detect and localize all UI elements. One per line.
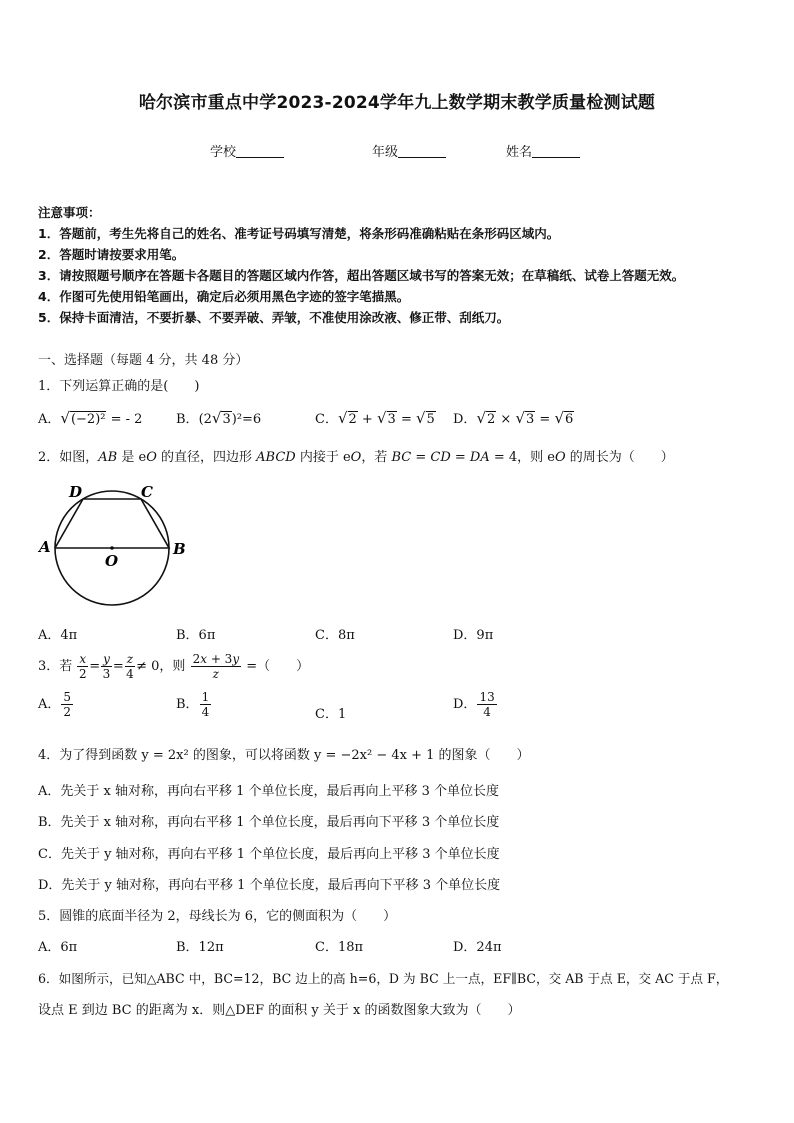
notice-item: 5．保持卡面清洁，不要折暴、不要弄破、弄皱，不准使用涂改液、修正带、刮纸刀。 (38, 310, 510, 325)
q5-option-c: C．18π (315, 940, 364, 955)
q5-option-a: A．6π (38, 940, 78, 955)
q5-option-d: D．24π (453, 940, 502, 955)
label-c: C (141, 483, 153, 501)
q1-option-b: B．(2√3)²=6 (176, 409, 262, 427)
q1-stem: 1．下列运算正确的是( ) (38, 379, 200, 394)
page-title: 哈尔滨市重点中学2023-2024学年九上数学期末教学质量检测试题 (138, 93, 656, 113)
q4-option-b: B．先关于 x 轴对称，再向右平移 1 个单位长度，最后再向下平移 3 个单位长度 (38, 815, 500, 830)
label-o: O (105, 552, 119, 570)
q5-option-b: B．12π (176, 940, 224, 955)
school-blank[interactable] (236, 144, 284, 158)
q3-option-b: B． $\frac{1}{4}$ (176, 690, 210, 719)
notice-item: 2．答题时请按要求用笔。 (38, 247, 185, 262)
q3-option-d: D． $\frac{13}{4}$ (453, 690, 495, 719)
q2-option-c: C．8π (315, 628, 355, 643)
school-label: 学校 (210, 145, 237, 160)
q4-option-d: D．先关于 y 轴对称，再向右平移 1 个单位长度，最后再向下平移 3 个单位长度 (38, 878, 501, 893)
notice-item: 3．请按照题号顺序在答题卡各题目的答题区域内作答，超出答题区域书写的答案无效；在草稿纸、试卷上答题无效。 (38, 268, 685, 283)
q1-option-c: C．√2 + √3 = √5 (315, 409, 435, 427)
q2-option-a: A．4π (38, 628, 78, 643)
q3-option-a: A． $\frac{5}{2}$ (38, 690, 72, 719)
grade-blank[interactable] (398, 144, 446, 158)
q6-stem-line1: 6．如图所示，已知△ABC 中，BC=12，BC 边上的高 h=6，D 为 BC 上一点，EF∥BC，交 AB 于点 E，交 AC 于点 F， (38, 971, 729, 986)
notice-item: 1．答题前，考生先将自己的姓名、准考证号码填写清楚，将条形码准确粘贴在条形码区域内。 (38, 226, 560, 241)
q4-option-c: C．先关于 y 轴对称，再向右平移 1 个单位长度，最后再向上平移 3 个单位长度 (38, 847, 500, 862)
name-field[interactable] (506, 141, 580, 160)
center-point (110, 546, 114, 550)
q4-stem: 4．为了得到函数 y = 2x² 的图象，可以将函数 y = −2x² − 4x + 1 的图象（ ） (38, 748, 530, 763)
q1-option-d: D．√2 × √3 = √6 (453, 409, 574, 427)
notice-item: 4．作图可先使用铅笔画出，确定后必须用黑色字迹的签字笔描黑。 (38, 289, 410, 304)
q2-stem: 2．如图，AB 是 eO 的直径，四边形 ABCD 内接于 eO，若 BC = CD = DA = 4，则 eO 的周长为（ ） (38, 450, 674, 465)
name-blank[interactable] (532, 144, 580, 158)
q1-option-a: A．√(−2)² = - 2 (38, 409, 143, 427)
q2-option-d: D．9π (453, 628, 494, 643)
name-label: 姓名 (506, 145, 533, 160)
grade-label: 年级 (372, 145, 399, 160)
q4-option-a: A．先关于 x 轴对称，再向右平移 1 个单位长度，最后再向上平移 3 个单位长度 (38, 784, 500, 799)
q3-option-c: C．1 (315, 707, 347, 722)
label-a: A (39, 538, 51, 556)
q5-stem: 5．圆锥的底面半径为 2，母线长为 6，它的侧面积为（ ） (38, 909, 397, 924)
grade-field[interactable] (372, 141, 446, 160)
school-field[interactable] (210, 141, 284, 160)
notice-heading: 注意事项： (38, 205, 101, 220)
q3-stem: 3．若 $\frac{x}{2}$ = $\frac{y}{3}$ = $\frac{z}{4}$ ≠ 0，则 $\frac{2x + 3y}{z}$ =（ ） (38, 652, 310, 681)
circle-quadrilateral-figure (30, 478, 200, 613)
section-heading: 一、选择题（每题 4 分，共 48 分） (38, 353, 249, 368)
label-d: D (69, 483, 83, 501)
label-b: B (173, 540, 186, 558)
q2-option-b: B．6π (176, 628, 216, 643)
q6-stem-line2: 设点 E 到边 BC 的距离为 x．则△DEF 的面积 y 关于 x 的函数图象大致为（ ） (38, 1003, 521, 1018)
